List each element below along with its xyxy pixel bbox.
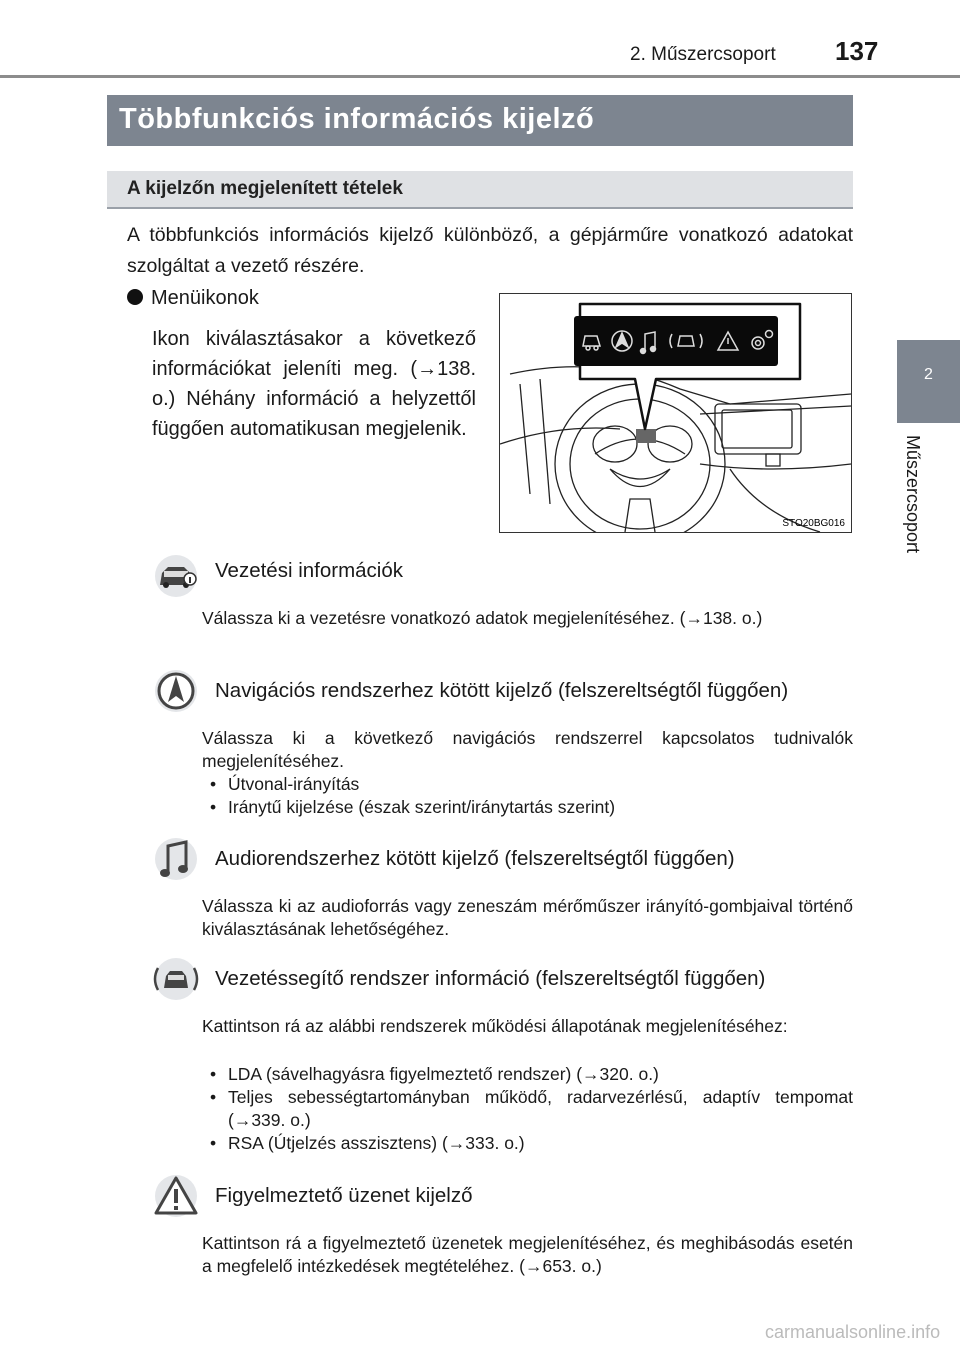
figure-code: STO20BG016 bbox=[782, 518, 845, 529]
item-title-driving-assist: Vezetéssegítő rendszer információ (felszereltségtől függően) bbox=[215, 967, 766, 990]
list-item: • Iránytű kijelzése (észak szerint/iránytartás szerint) bbox=[210, 796, 853, 819]
music-note-icon bbox=[150, 836, 202, 882]
section-title: Többfunkciós információs kijelző bbox=[119, 103, 595, 135]
header-section-title: 2. Műszercsoport bbox=[630, 44, 776, 65]
subsection-title-bar bbox=[107, 171, 853, 209]
dashboard-illustration bbox=[499, 293, 852, 533]
bullet-dot-icon bbox=[127, 289, 143, 305]
item-list-navigation bbox=[210, 773, 853, 819]
menu-icons-description: Ikon kiválasztásakor a következő információkat jeleníti meg. (→138. o.) Néhány információ a helyzettől függően automatikusan megjelenik. bbox=[152, 328, 476, 440]
item-title-navigation: Navigációs rendszerhez kötött kijelző (felszereltségtől függően) bbox=[215, 679, 789, 702]
list-item: • RSA (Útjelzés asszisztens) (→333. o.) bbox=[210, 1132, 853, 1155]
menu-icons-bullet bbox=[127, 287, 259, 310]
navigation-icon bbox=[150, 668, 202, 714]
chapter-side-label-text: Műszercsoport bbox=[903, 435, 923, 554]
list-item: • Útvonal-irányítás bbox=[210, 773, 853, 796]
item-desc-driving-assist: Kattintson rá az alábbi rendszerek működési állapotának megjelenítéséhez: bbox=[202, 1016, 788, 1036]
item-desc-driving-info: Válassza ki a vezetésre vonatkozó adatok megjelenítéséhez. (→138. o.) bbox=[202, 608, 763, 628]
chapter-side-label bbox=[893, 435, 933, 575]
subsection-title: A kijelzőn megjelenített tételek bbox=[127, 178, 403, 199]
list-item: • Teljes sebességtartományban működő, radarvezérlésű, adaptív tempomat (→339. o.) bbox=[210, 1086, 853, 1132]
watermark-footer: carmanualsonline.info bbox=[765, 1322, 941, 1342]
driving-assist-icon bbox=[150, 956, 202, 1002]
menu-icons-heading: Menüikonok bbox=[151, 287, 259, 309]
item-list-driving-assist bbox=[210, 1063, 853, 1155]
item-title-driving-info: Vezetési információk bbox=[215, 559, 404, 582]
item-title-audio: Audiorendszerhez kötött kijelző (felszereltségtől függően) bbox=[215, 847, 735, 870]
page-number: 137 bbox=[835, 36, 879, 66]
list-item: • LDA (sávelhagyásra figyelmeztető rendszer) (→320. o.) bbox=[210, 1063, 853, 1086]
section-title-bar bbox=[107, 95, 853, 146]
warning-triangle-icon bbox=[150, 1173, 202, 1219]
item-desc-navigation: Válassza ki a következő navigációs rendszerrel kapcsolatos tudnivalók megjelenítéséhez. bbox=[202, 728, 853, 771]
chapter-tab-number: 2 bbox=[924, 366, 933, 383]
dashboard-drawing bbox=[500, 294, 851, 532]
car-info-icon bbox=[150, 553, 202, 599]
intro-paragraph: A többfunkciós információs kijelző különböző, a gépjárműre vonatkozó adatokat szolgáltat a vezető részére. bbox=[127, 224, 853, 277]
item-desc-warning: Kattintson rá a figyelmeztető üzenetek megjelenítéséhez, és meghibásodás esetén a megfelelő intézkedések megtételéhez. (→653. o.) bbox=[202, 1233, 853, 1276]
item-desc-audio: Válassza ki az audioforrás vagy zeneszám mérőműszer irányító-gombjaival történő kiválasztásának lehetőségéhez. bbox=[202, 896, 853, 939]
item-title-warning: Figyelmeztető üzenet kijelző bbox=[215, 1184, 473, 1207]
header-divider bbox=[0, 75, 960, 78]
chapter-tab bbox=[897, 340, 960, 423]
